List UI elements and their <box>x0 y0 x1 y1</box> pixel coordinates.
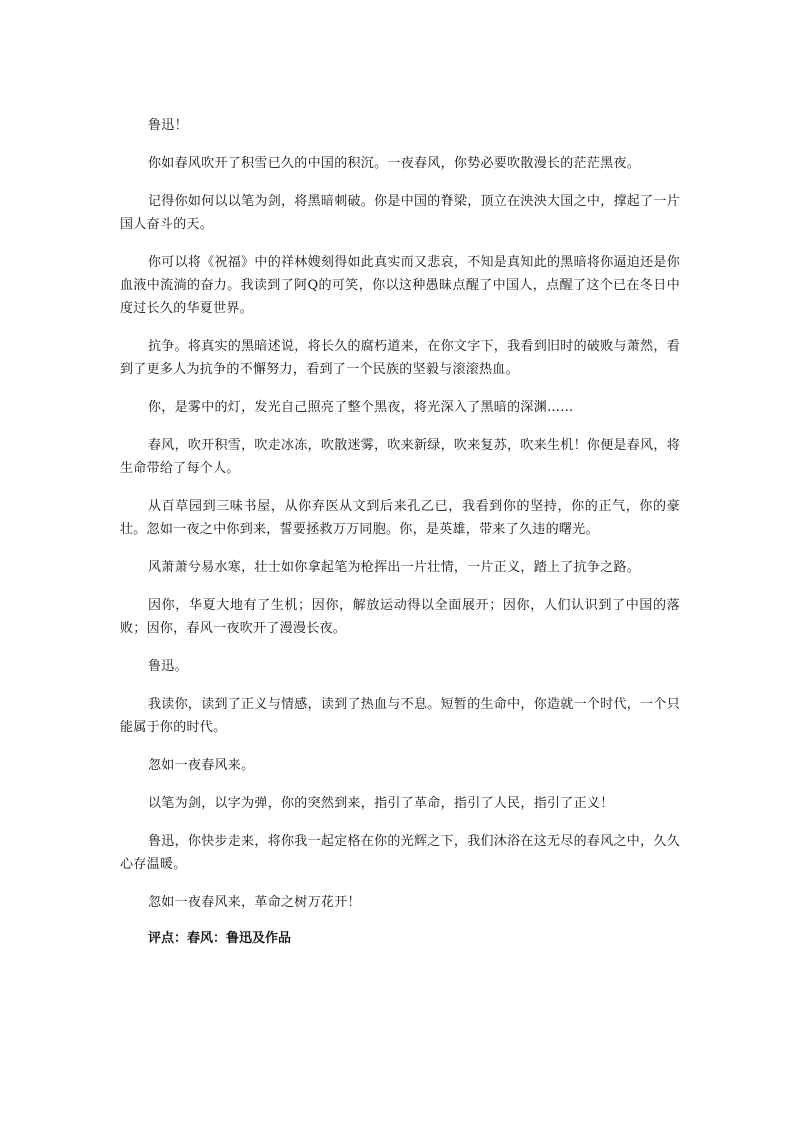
paragraph: 你可以将《祝福》中的祥林嫂刻得如此真实而又悲哀，不知是真知此的黑暗将你逼迫还是你血液中流淌的奋力。我读到了阿Q的可笑，你以这种愚昧点醒了中国人，点醒了这个已在冬日中度过长久的华夏世界。 <box>120 255 681 316</box>
paragraph: 鲁迅！ <box>148 118 188 133</box>
paragraph: 因你，华夏大地有了生机；因你，解放运动得以全面展开；因你，人们认识到了中国的落败；因你，春风一夜吹开了漫漫长夜。 <box>120 598 680 636</box>
paragraph: 记得你如何以以笔为剑，将黑暗刺破。你是中国的脊梁，顶立在泱泱大国之中，撑起了一片国人奋斗的天。 <box>120 194 681 232</box>
paragraph: 风萧萧兮易水寒，壮士如你拿起笔为枪挥出一片壮情，一片正义，踏上了抗争之路。 <box>148 560 641 575</box>
paragraph: 抗争。将真实的黑暗述说，将长久的腐朽道来，在你文字下，我看到旧时的破败与萧然，看到了更多人为抗争的不懈努力，看到了一个民族的坚毅与滚滚热血。 <box>120 339 681 377</box>
paragraph: 你，是雾中的灯，发光自己照亮了整个黑夜，将光深入了黑暗的深渊…… <box>148 400 574 415</box>
paragraph: 忽如一夜春风来，革命之树万花开！ <box>148 895 361 910</box>
paragraph: 忽如一夜春风来。 <box>148 758 255 773</box>
paragraph: 鲁迅，你快步走来，将你我一起定格在你的光辉之下，我们沐浴在这无尽的春风之中，久久心存温暖。 <box>120 834 681 872</box>
paragraph: 以笔为剑，以字为弹，你的突然到来，指引了革命，指引了人民，指引了正义！ <box>148 796 614 811</box>
essay-body <box>120 114 680 963</box>
paragraph: 鲁迅。 <box>148 659 188 674</box>
paragraph: 春风，吹开积雪，吹走冰冻，吹散迷雾，吹来新绿，吹来复苏，吹来生机！你便是春风，将生命带给了每个人。 <box>120 438 681 476</box>
paragraph: 我读你，读到了正义与情感，读到了热血与不息。短暂的生命中，你造就一个时代，一个只能属于你的时代。 <box>120 697 681 735</box>
paragraph: 从百草园到三味书屋，从你弃医从文到后来孔乙已，我看到你的坚持，你的正气，你的豪壮。忽如一夜之中你到来，誓要拯救万万同胞。你，是英雄，带来了久违的曙光。 <box>120 499 680 537</box>
commentary-label: 评点：春风：鲁迅及作品 <box>148 931 292 946</box>
paragraph: 你如春风吹开了积雪已久的中国的积沉。一夜春风，你势必要吹散漫长的茫茫黑夜。 <box>148 156 641 171</box>
